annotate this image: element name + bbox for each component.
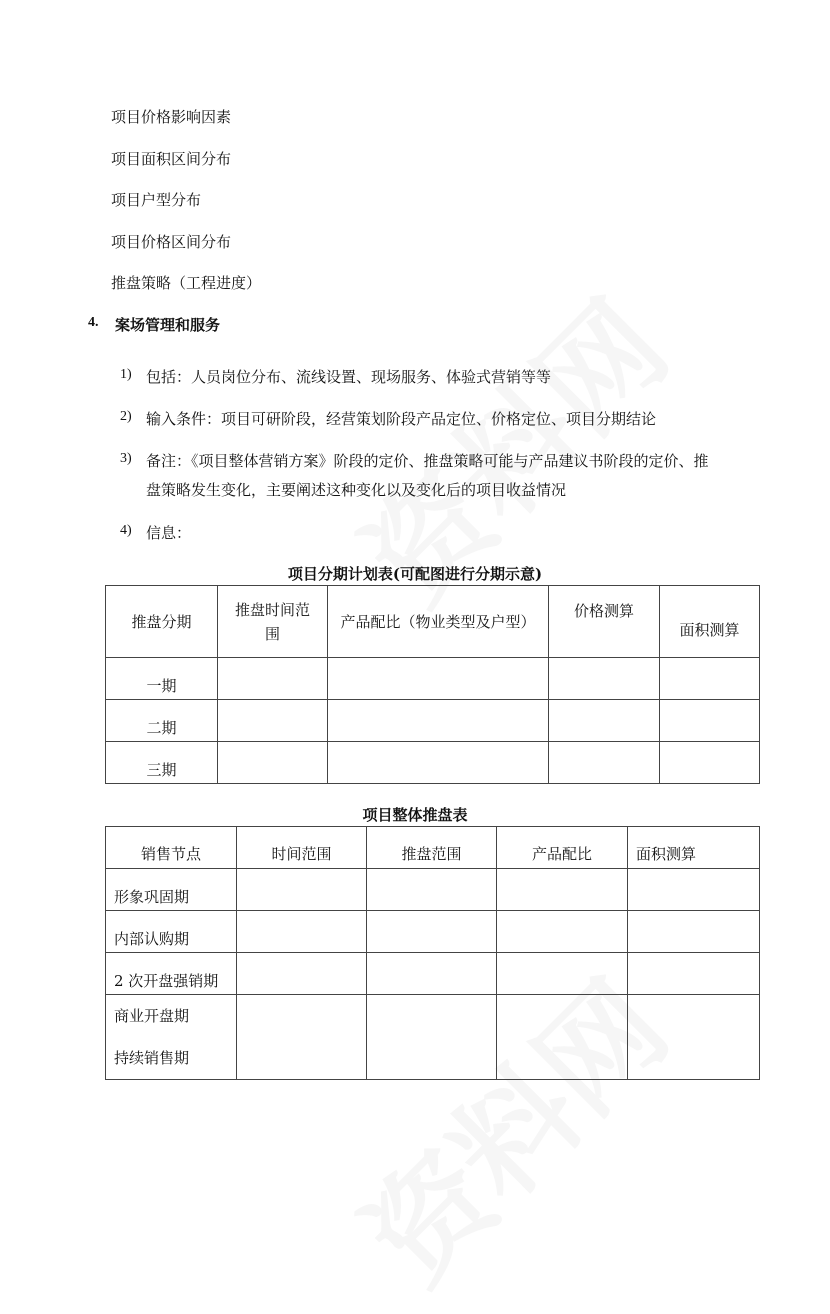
row-label: 二期 <box>106 700 218 742</box>
row-label: 一期 <box>106 658 218 700</box>
header-cell: 推盘范围 <box>367 827 497 869</box>
sub-item-number: 4) <box>120 523 132 538</box>
row-label: 形象巩固期 <box>106 869 237 911</box>
table-row <box>106 995 760 1080</box>
header-cell: 销售节点 <box>106 827 237 869</box>
table-phase-plan <box>105 585 760 784</box>
section-title: 案场管理和服务 <box>115 316 221 334</box>
list-item: 项目价格区间分布 <box>111 233 232 251</box>
row-label-line: 持续销售期 <box>114 1049 190 1067</box>
sub-item-text: 信息： <box>146 524 192 542</box>
table-row <box>106 911 760 953</box>
table-row <box>106 869 760 911</box>
row-label: 2 次开盘强销期 <box>106 953 237 995</box>
list-item: 项目价格影响因素 <box>111 108 232 126</box>
table-header-row <box>106 827 760 869</box>
row-label: 内部认购期 <box>106 911 237 953</box>
table-row <box>106 953 760 995</box>
sub-item-text: 包括：人员岗位分布、流线设置、现场服务、体验式营销等等 <box>146 368 552 386</box>
row-label-line: 商业开盘期 <box>114 1007 190 1025</box>
table-row <box>106 700 760 742</box>
sub-item-number: 3) <box>120 451 132 466</box>
sub-item-text-continued: 盘策略发生变化，主要阐述这种变化以及变化后的项目收益情况 <box>146 481 567 499</box>
table2-caption: 项目整体推盘表 <box>362 806 468 824</box>
header-cell: 价格测算 <box>549 586 660 658</box>
header-cell: 推盘时间范围 <box>218 586 328 658</box>
row-label <box>106 995 237 1080</box>
row-label: 三期 <box>106 742 218 784</box>
header-cell: 面积测算 <box>628 827 760 869</box>
header-cell: 产品配比 <box>497 827 628 869</box>
table-row <box>106 742 760 784</box>
sub-item-text: 输入条件：项目可研阶段，经营策划阶段产品定位、价格定位、项目分期结论 <box>146 410 657 428</box>
header-cell: 时间范围 <box>237 827 367 869</box>
sub-item-text: 备注：《项目整体营销方案》阶段的定价、推盘策略可能与产品建议书阶段的定价、推 <box>146 452 709 470</box>
table-row <box>106 658 760 700</box>
header-cell: 推盘分期 <box>106 586 218 658</box>
list-item: 项目户型分布 <box>111 191 202 209</box>
header-cell: 面积测算 <box>660 586 760 658</box>
sub-item-number: 1) <box>120 367 132 382</box>
list-item: 推盘策略（工程进度） <box>111 274 262 292</box>
table1-caption: 项目分期计划表(可配图进行分期示意) <box>287 565 543 583</box>
list-item: 项目面积区间分布 <box>111 150 232 168</box>
header-cell: 产品配比（物业类型及户型） <box>328 586 549 658</box>
table-header-row <box>106 586 760 658</box>
section-number: 4. <box>88 315 99 330</box>
table-overall-launch <box>105 826 760 1080</box>
sub-item-number: 2) <box>120 409 132 424</box>
